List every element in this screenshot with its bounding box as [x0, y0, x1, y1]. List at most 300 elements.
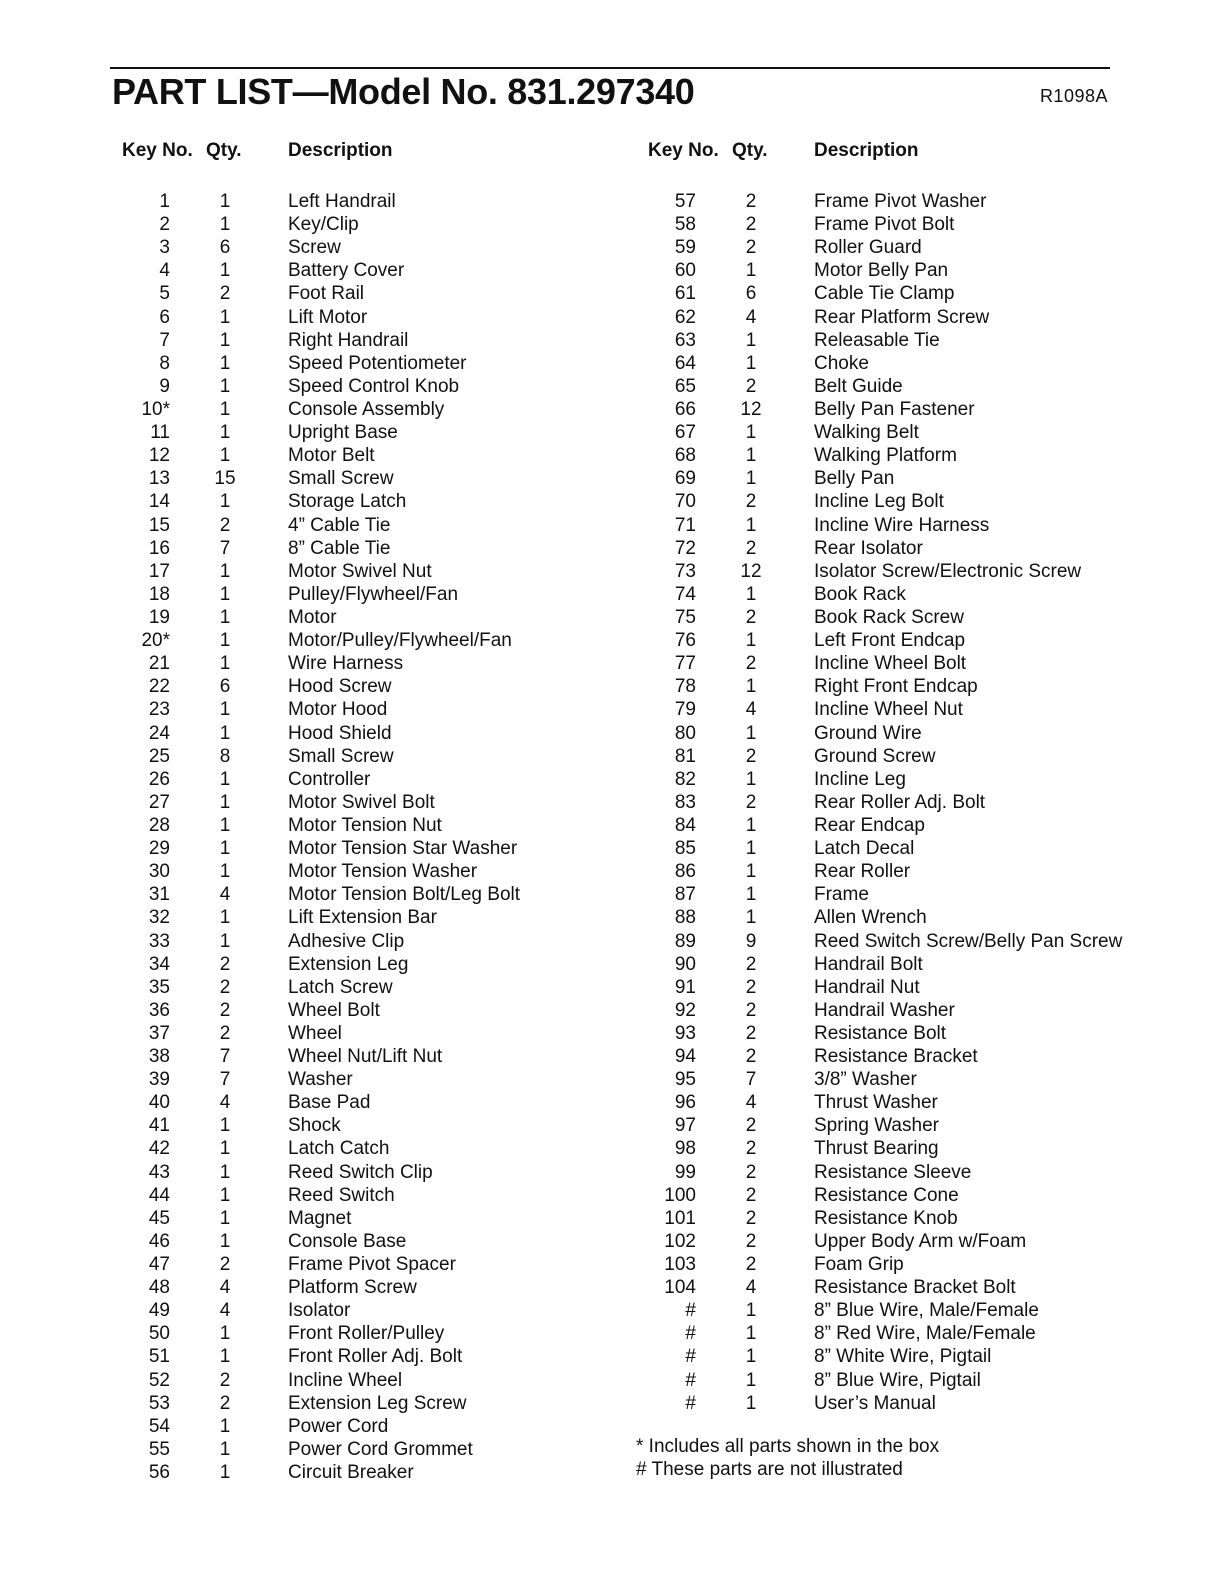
part-row	[110, 1322, 630, 1345]
quantity: 1	[745, 861, 757, 883]
key-no: 36	[148, 999, 170, 1021]
part-row	[110, 791, 630, 814]
part-row	[110, 675, 630, 698]
part-description: Motor Belt	[288, 445, 375, 467]
part-row	[636, 1068, 1156, 1091]
key-no: 95	[674, 1069, 696, 1091]
part-description: Belly Pan	[814, 468, 895, 490]
part-description: Isolator	[288, 1300, 351, 1322]
part-description: Power Cord	[288, 1415, 389, 1437]
part-description: Incline Wheel Nut	[814, 699, 963, 721]
key-no: 35	[148, 976, 170, 998]
part-row	[636, 329, 1156, 352]
part-row	[110, 629, 630, 652]
key-no: 20*	[141, 630, 170, 652]
part-row	[636, 444, 1156, 467]
key-no: 6	[159, 306, 170, 328]
key-no: 32	[148, 907, 170, 929]
key-no: 77	[674, 653, 696, 675]
part-description: Upright Base	[288, 422, 398, 444]
description-header: Description	[814, 140, 919, 161]
part-description: 8” Blue Wire, Pigtail	[814, 1369, 981, 1391]
part-description: Thrust Washer	[814, 1092, 938, 1114]
part-description: Rear Endcap	[814, 814, 925, 836]
key-no: 14	[148, 491, 170, 513]
key-no: 50	[148, 1323, 170, 1345]
part-row	[110, 698, 630, 721]
quantity: 2	[745, 745, 757, 767]
key-no: 23	[148, 699, 170, 721]
quantity: 1	[745, 329, 757, 351]
part-row	[636, 652, 1156, 675]
quantity: 1	[219, 791, 231, 813]
quantity: 1	[745, 1369, 757, 1391]
part-description: Ground Wire	[814, 722, 922, 744]
part-row	[110, 1184, 630, 1207]
part-description: Resistance Bracket Bolt	[814, 1277, 1016, 1299]
part-description: 3/8” Washer	[814, 1069, 917, 1091]
part-description: Allen Wrench	[814, 907, 927, 929]
quantity: 1	[219, 1115, 231, 1137]
quantity: 1	[219, 861, 231, 883]
key-no: 27	[148, 791, 170, 813]
part-description: Handrail Bolt	[814, 953, 923, 975]
quantity: 4	[219, 884, 231, 906]
quantity: 1	[219, 375, 231, 397]
quantity: 1	[219, 583, 231, 605]
quantity: 2	[219, 283, 231, 305]
part-row	[636, 1369, 1156, 1392]
part-description: Rear Isolator	[814, 537, 923, 559]
quantity: 1	[219, 722, 231, 744]
key-no: 12	[148, 445, 170, 467]
quantity: 1	[219, 1462, 231, 1484]
quantity: 1	[745, 676, 757, 698]
part-description: Resistance Sleeve	[814, 1161, 972, 1183]
quantity: 2	[745, 1184, 757, 1206]
key-no: 101	[664, 1207, 696, 1229]
quantity: 7	[219, 537, 231, 559]
key-no: 72	[674, 537, 696, 559]
key-no: 94	[674, 1046, 696, 1068]
key-no: 75	[674, 606, 696, 628]
part-description: Rear Roller Adj. Bolt	[814, 791, 986, 813]
part-row	[110, 421, 630, 444]
key-no: 2	[159, 214, 170, 236]
key-no: 40	[148, 1092, 170, 1114]
quantity: 7	[219, 1046, 231, 1068]
part-row	[110, 1137, 630, 1160]
part-row	[110, 814, 630, 837]
part-row	[110, 1299, 630, 1322]
part-row	[110, 999, 630, 1022]
part-row	[636, 1091, 1156, 1114]
part-row	[110, 1207, 630, 1230]
key-no: 56	[148, 1462, 170, 1484]
quantity: 6	[219, 237, 231, 259]
part-row	[636, 930, 1156, 953]
part-row	[636, 860, 1156, 883]
part-row	[110, 745, 630, 768]
key-no: 30	[148, 861, 170, 883]
part-row	[636, 745, 1156, 768]
quantity: 1	[745, 468, 757, 490]
key-no: 39	[148, 1069, 170, 1091]
part-row	[110, 953, 630, 976]
quantity: 12	[740, 398, 762, 420]
key-no: #	[685, 1300, 696, 1322]
part-row	[110, 1161, 630, 1184]
part-description: Handrail Nut	[814, 976, 920, 998]
key-no: 44	[148, 1184, 170, 1206]
part-description: Releasable Tie	[814, 329, 940, 351]
quantity: 2	[745, 375, 757, 397]
key-no: 24	[148, 722, 170, 744]
part-row	[110, 1461, 630, 1484]
quantity: 1	[219, 930, 231, 952]
part-description: Rear Platform Screw	[814, 306, 990, 328]
part-row	[636, 490, 1156, 513]
quantity: 2	[745, 791, 757, 813]
key-no: 26	[148, 768, 170, 790]
part-description: Extension Leg Screw	[288, 1392, 467, 1414]
key-no: 49	[148, 1300, 170, 1322]
part-description: Resistance Bolt	[814, 1022, 947, 1044]
key-no: 51	[148, 1346, 170, 1368]
quantity: 1	[219, 1438, 231, 1460]
key-no: 71	[674, 514, 696, 536]
quantity: 1	[219, 907, 231, 929]
key-no: #	[685, 1392, 696, 1414]
key-no: 84	[674, 814, 696, 836]
part-description: Speed Potentiometer	[288, 352, 467, 374]
part-description: User’s Manual	[814, 1392, 936, 1414]
key-no: #	[685, 1323, 696, 1345]
key-no: 102	[664, 1230, 696, 1252]
key-no: 42	[148, 1138, 170, 1160]
part-row	[110, 467, 630, 490]
key-no: 62	[674, 306, 696, 328]
part-description: Key/Clip	[288, 214, 359, 236]
part-row	[110, 444, 630, 467]
quantity: 1	[745, 630, 757, 652]
part-description: Resistance Knob	[814, 1207, 958, 1229]
key-no: 85	[674, 838, 696, 860]
quantity: 4	[219, 1092, 231, 1114]
quantity: 2	[745, 1115, 757, 1137]
quantity: 1	[219, 768, 231, 790]
part-description: Wire Harness	[288, 653, 404, 675]
part-row	[110, 1022, 630, 1045]
key-no: 4	[159, 260, 170, 282]
part-row	[110, 1253, 630, 1276]
quantity: 4	[745, 1277, 757, 1299]
quantity: 1	[745, 1300, 757, 1322]
quantity: 1	[219, 630, 231, 652]
part-description: Hood Shield	[288, 722, 392, 744]
part-description: 8” White Wire, Pigtail	[814, 1346, 992, 1368]
part-description: Magnet	[288, 1207, 352, 1229]
parts-list-right	[636, 190, 1156, 1415]
part-row	[636, 1345, 1156, 1368]
key-no: 66	[674, 398, 696, 420]
part-description: 8” Red Wire, Male/Female	[814, 1323, 1036, 1345]
part-row	[110, 1045, 630, 1068]
part-description: Motor Tension Bolt/Leg Bolt	[288, 884, 521, 906]
key-no: 8	[159, 352, 170, 374]
part-description: Shock	[288, 1115, 341, 1137]
key-no: 28	[148, 814, 170, 836]
key-no: 78	[674, 676, 696, 698]
part-description: Foam Grip	[814, 1254, 904, 1276]
quantity: 7	[219, 1069, 231, 1091]
quantity: 2	[745, 1230, 757, 1252]
part-row	[110, 606, 630, 629]
key-no: 31	[148, 884, 170, 906]
key-no: 80	[674, 722, 696, 744]
part-description: Latch Screw	[288, 976, 393, 998]
column-header	[110, 140, 630, 172]
key-no: 33	[148, 930, 170, 952]
part-row	[636, 791, 1156, 814]
key-no: 15	[148, 514, 170, 536]
key-no: #	[685, 1369, 696, 1391]
quantity: 2	[219, 1022, 231, 1044]
quantity: 1	[219, 329, 231, 351]
part-description: Handrail Washer	[814, 999, 955, 1021]
quantity: 1	[745, 514, 757, 536]
quantity: 1	[745, 583, 757, 605]
part-row	[110, 306, 630, 329]
description-header: Description	[288, 140, 393, 161]
part-row	[636, 1299, 1156, 1322]
key-no: 19	[148, 606, 170, 628]
quantity: 2	[745, 1161, 757, 1183]
key-no: 34	[148, 953, 170, 975]
key-no: 82	[674, 768, 696, 790]
part-description: Upper Body Arm w/Foam	[814, 1230, 1027, 1252]
part-description: Left Front Endcap	[814, 630, 966, 652]
key-no: 65	[674, 375, 696, 397]
part-row	[110, 1369, 630, 1392]
part-row	[110, 1091, 630, 1114]
part-row	[110, 722, 630, 745]
part-description: Left Handrail	[288, 191, 396, 212]
part-row	[636, 236, 1156, 259]
quantity: 1	[219, 1138, 231, 1160]
part-description: Wheel	[288, 1022, 342, 1044]
part-row	[636, 675, 1156, 698]
quantity: 1	[219, 1207, 231, 1229]
part-description: Motor Belly Pan	[814, 260, 949, 282]
part-row	[110, 236, 630, 259]
quantity: 2	[219, 1392, 231, 1414]
part-row	[110, 837, 630, 860]
part-description: Screw	[288, 237, 341, 259]
asterisk-note: * Includes all parts shown in the box	[636, 1436, 940, 1457]
quantity: 2	[745, 537, 757, 559]
part-description: Reed Switch Clip	[288, 1161, 433, 1183]
part-description: Foot Rail	[288, 283, 365, 305]
part-description: Spring Washer	[814, 1115, 939, 1137]
key-no: 60	[674, 260, 696, 282]
quantity: 1	[219, 1230, 231, 1252]
key-no: 89	[674, 930, 696, 952]
quantity: 1	[745, 838, 757, 860]
key-no: 67	[674, 422, 696, 444]
part-description: Frame Pivot Spacer	[288, 1254, 456, 1276]
part-description: Reed Switch	[288, 1184, 395, 1206]
quantity: 1	[219, 422, 231, 444]
quantity: 2	[219, 1254, 231, 1276]
key-no: 103	[664, 1254, 696, 1276]
key-no: 79	[674, 699, 696, 721]
part-description: Lift Motor	[288, 306, 368, 328]
part-row	[636, 375, 1156, 398]
part-description: Motor/Pulley/Flywheel/Fan	[288, 630, 512, 652]
part-row	[110, 352, 630, 375]
part-row	[636, 999, 1156, 1022]
part-row	[110, 906, 630, 929]
quantity: 2	[745, 653, 757, 675]
quantity: 1	[219, 560, 231, 582]
part-row	[110, 1114, 630, 1137]
quantity: 1	[745, 260, 757, 282]
part-row	[110, 282, 630, 305]
part-description: Speed Control Knob	[288, 375, 460, 397]
part-description: Wheel Bolt	[288, 999, 380, 1021]
part-description: Small Screw	[288, 468, 394, 490]
part-description: Belt Guide	[814, 375, 903, 397]
parts-list-left	[110, 190, 630, 1484]
part-row	[636, 467, 1156, 490]
part-row	[110, 883, 630, 906]
key-no: 93	[674, 1022, 696, 1044]
key-no: 25	[148, 745, 170, 767]
part-row	[636, 1022, 1156, 1045]
part-description: Right Handrail	[288, 329, 409, 351]
key-no: 48	[148, 1277, 170, 1299]
key-no: 69	[674, 468, 696, 490]
key-no: 11	[150, 422, 170, 444]
part-description: Thrust Bearing	[814, 1138, 939, 1160]
key-no: 64	[674, 352, 696, 374]
part-description: Book Rack	[814, 583, 906, 605]
quantity: 2	[745, 1207, 757, 1229]
quantity: 2	[745, 953, 757, 975]
part-row	[636, 259, 1156, 282]
key-no: 70	[674, 491, 696, 513]
quantity: 7	[745, 1069, 757, 1091]
quantity: 2	[219, 514, 231, 536]
key-no: 22	[148, 676, 170, 698]
part-row	[636, 883, 1156, 906]
quantity: 1	[745, 814, 757, 836]
part-description: Ground Screw	[814, 745, 936, 767]
quantity: 2	[745, 1138, 757, 1160]
part-description: Base Pad	[288, 1092, 371, 1114]
part-description: Motor	[288, 606, 337, 628]
part-row	[636, 398, 1156, 421]
part-description: Incline Leg	[814, 768, 906, 790]
key-no: 41	[148, 1115, 170, 1137]
quantity: 1	[219, 306, 231, 328]
part-row	[636, 814, 1156, 837]
part-row	[636, 606, 1156, 629]
quantity: 2	[745, 976, 757, 998]
part-description: Motor Swivel Nut	[288, 560, 432, 582]
part-description: Incline Wheel Bolt	[814, 653, 967, 675]
part-description: Latch Catch	[288, 1138, 390, 1160]
part-row	[110, 398, 630, 421]
quantity: 2	[745, 606, 757, 628]
part-row	[636, 1137, 1156, 1160]
key-no: 18	[148, 583, 170, 605]
part-description: 8” Cable Tie	[288, 537, 391, 559]
part-row	[110, 375, 630, 398]
quantity: 4	[745, 1092, 757, 1114]
parts-column-left	[110, 140, 630, 1484]
part-row	[636, 1161, 1156, 1184]
qty-header: Qty.	[732, 140, 768, 161]
key-no: 74	[674, 583, 696, 605]
part-row	[110, 1438, 630, 1461]
part-description: Front Roller Adj. Bolt	[288, 1346, 463, 1368]
part-description: Frame	[814, 884, 869, 906]
quantity: 1	[745, 445, 757, 467]
part-row	[110, 976, 630, 999]
part-row	[110, 1415, 630, 1438]
key-no: #	[685, 1346, 696, 1368]
quantity: 1	[219, 1184, 231, 1206]
part-row	[636, 1114, 1156, 1137]
key-no: 87	[674, 884, 696, 906]
key-no-header: Key No.	[122, 140, 193, 161]
quantity: 1	[219, 814, 231, 836]
quantity: 4	[745, 699, 757, 721]
part-description: Latch Decal	[814, 838, 915, 860]
part-row	[636, 976, 1156, 999]
key-no: 29	[148, 838, 170, 860]
part-description: Circuit Breaker	[288, 1462, 414, 1484]
part-description: Storage Latch	[288, 491, 407, 513]
part-row	[636, 1230, 1156, 1253]
quantity: 1	[219, 1161, 231, 1183]
part-row	[636, 722, 1156, 745]
part-description: Motor Tension Washer	[288, 861, 478, 883]
quantity: 1	[219, 1346, 231, 1368]
part-row	[110, 1345, 630, 1368]
quantity: 1	[219, 491, 231, 513]
quantity: 2	[219, 953, 231, 975]
part-description: Wheel Nut/Lift Nut	[288, 1046, 443, 1068]
part-row	[636, 213, 1156, 236]
quantity: 1	[219, 606, 231, 628]
quantity: 1	[219, 1415, 231, 1437]
quantity: 2	[745, 999, 757, 1021]
hash-note: # These parts are not illustrated	[636, 1459, 903, 1480]
key-no: 54	[148, 1415, 170, 1437]
part-row	[110, 537, 630, 560]
part-row	[110, 190, 630, 213]
part-description: Motor Tension Nut	[288, 814, 442, 836]
quantity: 1	[745, 1346, 757, 1368]
part-description: Console Base	[288, 1230, 407, 1252]
part-row	[636, 537, 1156, 560]
quantity: 2	[745, 1046, 757, 1068]
part-description: 8” Blue Wire, Male/Female	[814, 1300, 1039, 1322]
key-no: 45	[148, 1207, 170, 1229]
